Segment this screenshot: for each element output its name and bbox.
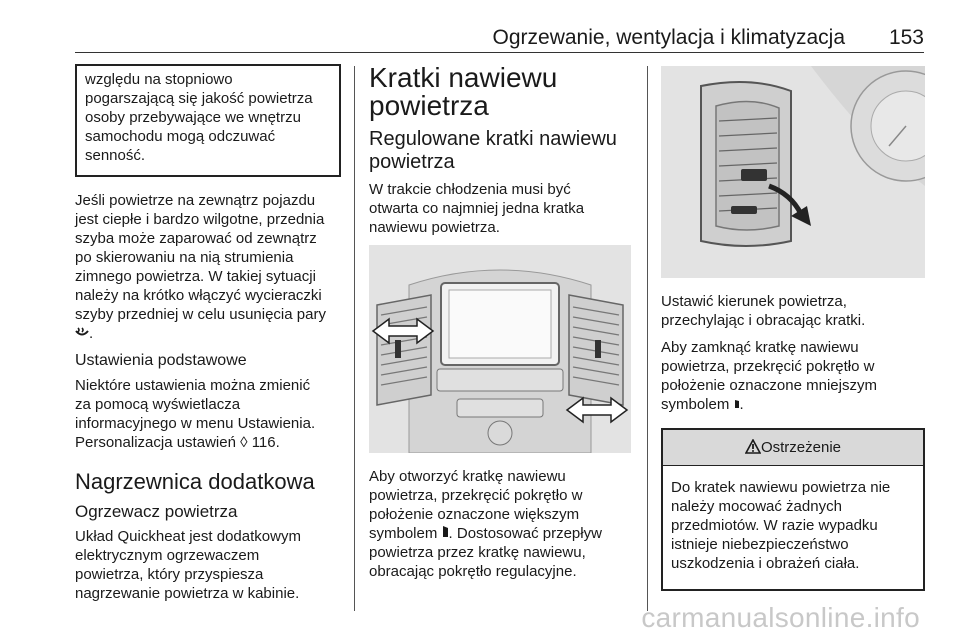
text-line: szyba może zaparować od zewnątrz <box>75 230 317 247</box>
text-line: zimnego powietrza. W takiej sytuacji <box>75 268 316 285</box>
warning-header <box>663 430 923 466</box>
text-line: elektrycznym ogrzewaczem <box>75 547 260 564</box>
text-line: Układ Quickheat jest dodatkowym <box>75 528 301 545</box>
text-fragment: . Dostosować przepływ <box>448 525 602 542</box>
text-line: Regulowane kratki nawiewu <box>369 128 617 150</box>
page-number: 153 <box>888 26 924 49</box>
warning-box <box>661 428 925 591</box>
cooling-paragraph <box>369 180 632 237</box>
text-line: Do kratek nawiewu powietrza nie <box>671 479 891 496</box>
text-line: Aby zamknąć kratkę nawiewu <box>661 339 859 356</box>
air-heater-paragraph <box>75 527 341 603</box>
header-rule <box>75 52 924 53</box>
text-line: obracając pokrętło regulacyjne. <box>369 563 577 580</box>
text-line: uszkodzenia i obrażeń ciała. <box>671 555 860 572</box>
warning-title: Ostrzeżenie <box>760 439 842 456</box>
chapter-title: Ogrzewanie, wentylacja i klimatyzacja <box>492 26 845 49</box>
text-line: pogarszającą się jakość powietrza <box>85 90 313 107</box>
text-line: należy na krótko włączyć wycieraczki <box>75 287 322 304</box>
text-line: jest ciepłe i bardzo wilgotne, przednia <box>75 211 325 228</box>
open-vent-paragraph <box>369 467 632 581</box>
text-line: osoby przebywające we wnętrzu <box>85 109 301 126</box>
note-text <box>85 70 331 165</box>
column-2 <box>369 64 632 589</box>
warning-triangle-icon <box>745 439 761 456</box>
text-line: Aby otworzyć kratkę nawiewu <box>369 468 566 485</box>
text-line: należy mocować żadnych <box>671 498 842 515</box>
text-line: przedmiotów. W razie wypadku <box>671 517 878 534</box>
text-line: powietrza, przekręcić pokrętło w <box>661 358 875 375</box>
text-line: Kratki nawiewu <box>369 62 558 93</box>
heading-auxiliary-heater: Nagrzewnica dodatkowa <box>75 469 315 494</box>
warning-text <box>671 478 915 573</box>
text-line: powietrza, przekręcić pokrętło w <box>369 487 583 504</box>
large-vent-symbol <box>442 525 449 542</box>
text-line: Ustawić kierunek powietrza, <box>661 293 847 310</box>
text-line: nagrzewanie powietrza w kabinie. <box>75 585 300 602</box>
direction-paragraph <box>661 292 925 330</box>
basic-settings-paragraph <box>75 376 341 452</box>
text-line: W trakcie chłodzenia musi być <box>369 181 571 198</box>
text-fragment: symbolem <box>369 525 438 542</box>
text-line: samochodu mogą odczuwać <box>85 128 276 145</box>
text-line: powietrza przez kratkę nawiewu, <box>369 544 586 561</box>
text-fragment: . <box>739 396 744 413</box>
heading-air-vents <box>369 64 632 120</box>
text-line: przechylając i obracając kratki. <box>661 312 866 329</box>
windshield-defog-icon <box>75 325 89 342</box>
note-box <box>75 64 341 177</box>
text-line: powietrza <box>369 90 489 121</box>
text-line: położenie oznaczone większym <box>369 506 580 523</box>
text-line: szyby przedniej w celu usunięcia pary <box>75 306 326 323</box>
text-line: Personalizacja ustawień <box>75 434 236 451</box>
column-3 <box>661 64 925 591</box>
text-line: po skierowaniu na nią strumienia <box>75 249 294 266</box>
text-line: za pomocą wyświetlacza <box>75 396 241 413</box>
page-reference-icon: ◊ <box>240 434 248 451</box>
close-vent-paragraph <box>661 338 925 414</box>
defog-paragraph <box>75 191 341 343</box>
text-line: istnieje niebezpieczeństwo <box>671 536 849 553</box>
watermark: carmanualsonline.info <box>641 602 920 633</box>
text-fragment: symbolem <box>661 396 730 413</box>
heading-adjustable-vents <box>369 128 632 174</box>
heading-air-heater: Ogrzewacz powietrza <box>75 502 238 521</box>
text-line: Jeśli powietrze na zewnątrz pojazdu <box>75 192 316 209</box>
text-line: Niektóre ustawienia można zmienić <box>75 377 311 394</box>
dashboard-vents-illustration <box>369 245 631 453</box>
page-reference-link[interactable]: 116. <box>251 434 280 451</box>
heading-basic-settings: Ustawienia podstawowe <box>75 352 247 369</box>
text-line: powietrza <box>369 151 455 173</box>
side-vent-illustration <box>661 66 925 278</box>
text-line: informacyjnego w menu Ustawienia. <box>75 415 316 432</box>
warning-body <box>663 466 923 589</box>
text-line: położenie oznaczone mniejszym <box>661 377 877 394</box>
text-line: senność. <box>85 147 146 164</box>
column-1 <box>75 64 341 611</box>
text-line: względu na stopniowo <box>85 71 233 88</box>
text-line: otwarta co najmniej jedna kratka <box>369 200 585 217</box>
text-line: nawiewu powietrza. <box>369 219 500 236</box>
column-divider-2 <box>647 66 648 611</box>
text-line: powietrza, który przyspiesza <box>75 566 264 583</box>
column-divider-1 <box>354 66 355 611</box>
text-period: . <box>89 325 94 342</box>
